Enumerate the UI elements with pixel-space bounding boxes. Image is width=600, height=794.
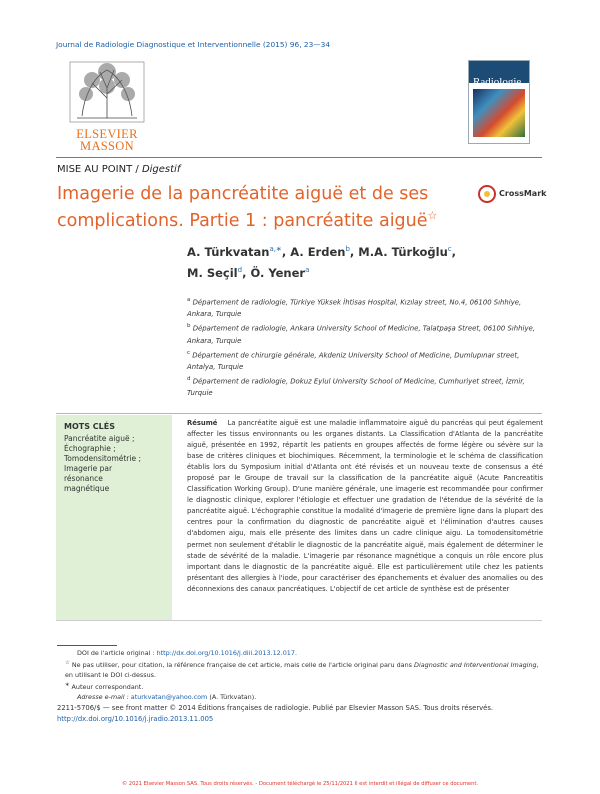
author-list xyxy=(187,240,547,282)
cover-title: Radiologie xyxy=(473,76,522,88)
header-divider xyxy=(56,157,542,158)
section-label: MISE AU POINT / Digestif xyxy=(57,164,181,175)
keyword: Pancréatite aiguë ; xyxy=(64,434,135,443)
keywords-list xyxy=(64,434,164,494)
corresponding-note: ∗ Auteur correspondant. xyxy=(65,682,144,692)
affiliation: $^d$ Département de radiologie, Dokuz Eylul University School of Medicine, Cumhuriyet street, İzmir, Turquie xyxy=(187,375,525,398)
keyword: Échographie ; xyxy=(64,444,116,453)
email-link[interactable]: aturkvatan@yahoo.com xyxy=(130,693,208,702)
author: Ö. Yener$^a$ xyxy=(250,265,310,280)
email-note: Adresse e-mail : aturkvatan@yahoo.com (A. Türkvatan). xyxy=(77,693,257,702)
journal-cover-thumbnail xyxy=(468,60,530,144)
keyword: Imagerie par xyxy=(64,464,113,473)
abstract-text: La pancréatite aiguë est une maladie inflammatoire aiguë du pancréas qui peut également affecter les tissus environnants ou les organes distants. La Classification d'Atlanta de la pancréatite aiguë, présentée en 1992, répartit les patients en groupes affectés de forme légère ou sévère sur la base de critères cliniques et biochimiques. Récemment, la terminologie et le schéma de classification établis lors du Symposium initial d'Atlanta ont été révisés et un nouveau texte de consensus a été proposé par le Groupe de travail sur la classification de la pancréatite aiguë (Acute Pancreatitis Classification Working Group). D'une manière générale, une imagerie est recommandée pour confirmer le diagnostic clinique, explorer l'étiologie et effectuer une gradation de l'étendue de la sévérité de la pancréatite aiguë. L'échographie constitue la modalité d'imagerie de première ligne dans la plupart des centres pour la confirmation du diagnostic de pancréatite aiguë et l'élimination d'autres causes d'abdomen aigu, mais elle présente des limites dans un cadre clinique aigu. La tomodensitométrie permet non seulement d'établir le diagnostic de la pancréatite aiguë, mais également de déterminer le stade de sévérité de la maladie. L'imagerie par résonance magnétique a conquis un rôle encore plus important dans le diagnostic de la pancréatite aiguë. Elle est particulièrement utile chez les patients présentant des allergies à l'iode, pour caractériser des épanchements et évaluer des anomalies ou des déconnexions des canaux pancréatiques. L'objectif de cet article de synthèse est de présenter xyxy=(187,419,543,593)
keyword: magnétique xyxy=(64,484,110,493)
affiliation: $^c$ Département de chirurgie générale, Akdeniz University School of Medicine, Dumlupınar street, Antalya, Turquie xyxy=(187,349,520,371)
cover-image xyxy=(473,89,525,137)
citation-note: ☆ Ne pas utiliser, pour citation, la référence française de cet article, mais celle de l'article original paru dans Diagnostic and Interventional Imaging, en utilisant le DOI ci-dessus. xyxy=(65,660,539,680)
abstract xyxy=(187,418,543,595)
keyword: Tomodensitométrie ; xyxy=(64,454,141,463)
footnotes xyxy=(65,648,543,702)
keywords-divider xyxy=(56,413,542,414)
download-watermark: © 2021 Elsevier Masson SAS. Tous droits réservés. - Document téléchargé le 25/11/2021 Il est interdit et illégal de diffuser ce document. xyxy=(121,781,479,787)
author: A. Erden$^b$, xyxy=(290,244,359,259)
doi-note: DOI de l'article original : http://dx.doi.org/10.1016/j.diii.2013.12.017. xyxy=(77,649,297,657)
keywords-box xyxy=(56,415,172,620)
article-title: Imagerie de la pancréatite aiguë et de ses complications. Partie 1 : pancréatite aiguë☆ xyxy=(57,184,438,231)
author: M. Seçil$^d$, xyxy=(187,265,251,280)
abstract-divider xyxy=(56,620,542,621)
author: M.A. Türkoğlu$^c$, xyxy=(358,244,457,259)
doi-link[interactable]: http://dx.doi.org/10.1016/j.diii.2013.12.017. xyxy=(156,649,297,657)
keywords-heading: MOTS CLÉS xyxy=(64,422,115,431)
affiliation-list xyxy=(187,294,542,399)
affiliation: $^b$ Département de radiologie, Ankara University School of Medicine, Talatpaşa Street, 06100 Sıhhiye, Ankara, Turquie xyxy=(187,323,535,345)
keyword: résonance xyxy=(64,474,103,483)
copyright-line: 2211-5706/$ — see front matter © 2014 Éditions françaises de radiologie. Publié par Elsevier Masson SAS. Tous droits réservés. xyxy=(57,704,494,712)
journal-reference-link[interactable]: Journal de Radiologie Diagnostique et Interventionnelle (2015) 96, 23—34 xyxy=(56,40,331,49)
abstract-label: Résumé xyxy=(187,419,218,427)
affiliation: $^a$ Département de radiologie, Türkiye Yüksek İhtisas Hospital, Kızılay street, No.4, 06100 Sıhhiye, Ankara, Turquie xyxy=(187,297,522,319)
article-doi-link[interactable]: http://dx.doi.org/10.1016/j.jradio.2013.11.005 xyxy=(57,714,214,723)
elsevier-masson-wordmark: ELSEVIER MASSON xyxy=(76,127,138,153)
footnote-rule xyxy=(57,645,117,646)
copyright-block xyxy=(57,703,543,724)
crossmark-badge[interactable]: CrossMark xyxy=(478,185,548,205)
author: A. Türkvatan$^{a,∗}$, xyxy=(187,244,291,259)
